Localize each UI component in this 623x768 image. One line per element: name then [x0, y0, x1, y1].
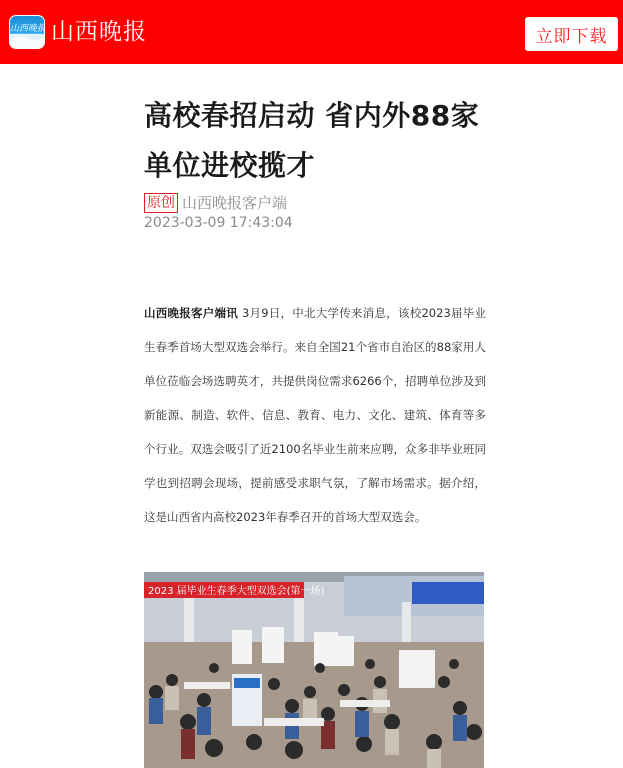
- app-name: 山西晚报: [51, 19, 147, 45]
- shanxi-evening-news-logo-icon[interactable]: [9, 15, 45, 49]
- article-body-text: 3月9日，中北大学传来消息，该校2023届毕业生春季首场大型双选会举行。来自全国21个省市自治区的88家用人单位莅临会场选聘英才，共提供岗位需求6266个，招聘单位涉及到新能源、制造、软件、信息、教育、电力、文化、建筑、体育等多个行业。双选会吸引了近2100名毕业生前来应聘，众多非毕业班同学也到招聘会现场，提前感受求职气氛，了解市场需求。据介绍，这是山西省内高校2023年春季召开的首场大型双选会。: [144, 306, 486, 524]
- article-source[interactable]: 山西晚报客户端: [182, 194, 288, 212]
- article-meta: [144, 192, 287, 213]
- article-lead: 山西晚报客户端讯: [144, 306, 238, 320]
- photo-banner-text: 2023 届毕业生春季大型双选会(第一场): [148, 586, 325, 597]
- original-badge: 原创: [144, 193, 178, 213]
- article-photo[interactable]: [144, 572, 484, 768]
- article-body: [144, 296, 486, 534]
- article-timestamp: 2023-03-09 17:43:04: [144, 215, 293, 231]
- download-button[interactable]: 立即下载: [525, 17, 618, 51]
- job-fair-photo: [144, 572, 484, 768]
- top-bar: [0, 0, 623, 64]
- article-title: 高校春招启动 省内外88家单位进校揽才: [144, 99, 480, 182]
- svg-text:山西晚报: 山西晚报: [10, 24, 46, 34]
